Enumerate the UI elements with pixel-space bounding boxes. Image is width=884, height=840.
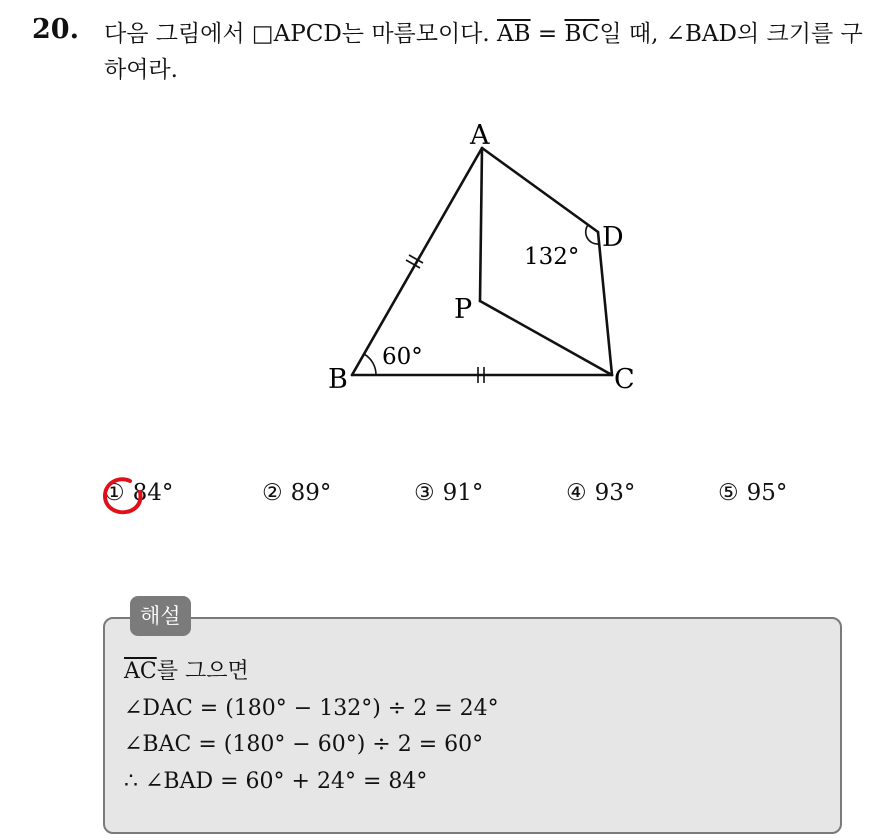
- label-b: B: [328, 364, 348, 395]
- question-text: [104, 16, 874, 88]
- segment-ab: $\overline{AB}$: [497, 21, 531, 47]
- question-number: 20.: [32, 14, 79, 45]
- choice-2-mark: ②: [262, 480, 283, 506]
- label-c: C: [614, 364, 635, 395]
- segment-ap-line: [480, 148, 482, 301]
- choice-2-value: 89°: [290, 480, 332, 506]
- answer-circle-icon: [100, 474, 146, 518]
- segment-dc-line: [598, 232, 612, 375]
- angle-b-label: 60°: [382, 344, 423, 370]
- segment-pc-line: [480, 301, 612, 375]
- segment-ac: $\overline{AC}$: [124, 659, 157, 684]
- choice-4[interactable]: [566, 480, 635, 506]
- label-a: A: [470, 120, 490, 151]
- label-d: D: [602, 222, 624, 253]
- choice-5[interactable]: [718, 480, 787, 506]
- segment-bc: $\overline{BC}$: [564, 21, 600, 47]
- angle-d-label: 132°: [524, 244, 580, 270]
- solution-line-3: ∠BAC = (180° − 60°) ÷ 2 = 60°: [124, 732, 484, 757]
- solution-line-2: ∠DAC = (180° − 132°) ÷ 2 = 24°: [124, 695, 499, 721]
- choice-2[interactable]: [262, 480, 331, 506]
- solution-line-1: [124, 654, 499, 691]
- answer-choices: [104, 480, 844, 516]
- question-text-part2: 일 때, ∠BAD의 크기를 구하여라.: [104, 21, 863, 83]
- choice-4-mark: ④: [566, 480, 587, 506]
- choice-1-mark: ①: [104, 480, 125, 506]
- solution-line-1-text: 를 그으면: [156, 659, 249, 684]
- solution-tag: 해설: [130, 596, 191, 636]
- choice-5-value: 95°: [746, 480, 788, 506]
- choice-3-value: 91°: [442, 480, 484, 506]
- choice-1-value: 84°: [132, 480, 174, 506]
- equals-sign: =: [530, 21, 565, 47]
- choice-4-value: 93°: [594, 480, 636, 506]
- choice-5-mark: ⑤: [718, 480, 739, 506]
- segment-ab-line: [352, 148, 482, 375]
- question-text-part1: 다음 그림에서 □APCD는 마름모이다.: [104, 21, 498, 47]
- choice-3-mark: ③: [414, 480, 435, 506]
- choice-3[interactable]: [414, 480, 483, 506]
- segment-ad-line: [482, 148, 598, 232]
- geometry-figure: [310, 108, 650, 408]
- solution-content: [124, 654, 499, 800]
- solution-line-4: ∴ ∠BAD = 60° + 24° = 84°: [124, 768, 428, 794]
- label-p: P: [454, 294, 473, 325]
- angle-arc-b: [364, 354, 376, 375]
